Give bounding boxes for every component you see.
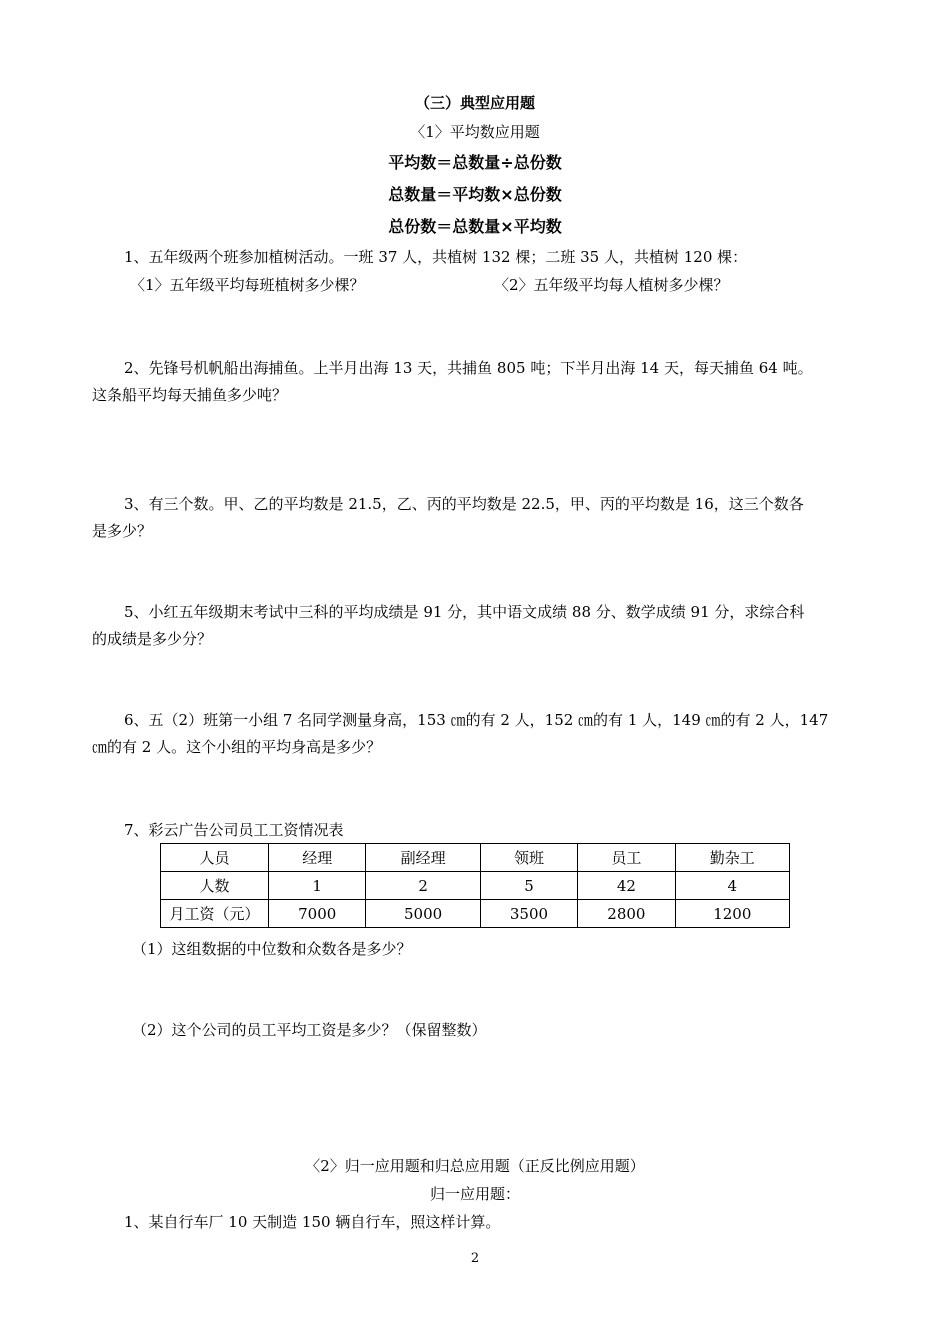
table-cell: 42 bbox=[578, 872, 675, 900]
q3-line1: 3、有三个数。甲、乙的平均数是 21.5，乙、丙的平均数是 22.5，甲、丙的平均数是 16，这三个数各 bbox=[124, 495, 804, 513]
table-cell: 1200 bbox=[675, 900, 789, 928]
table-cell: 人员 bbox=[161, 844, 269, 872]
q1-text: 1、五年级两个班参加植树活动。一班 37 人，共植树 132 棵；二班 35 人，共植树 120 棵： bbox=[124, 248, 748, 266]
table-cell: 人数 bbox=[161, 872, 269, 900]
q3-line2: 是多少？ bbox=[92, 522, 153, 540]
q2-line1: 2、先锋号机帆船出海捕鱼。上半月出海 13 天，共捕鱼 805 吨；下半月出海 14 天，每天捕鱼 64 吨。 bbox=[124, 359, 813, 377]
table-cell: 7000 bbox=[269, 900, 366, 928]
table-cell: 勤杂工 bbox=[675, 844, 789, 872]
q6-line2: ㎝的有 2 人。这个小组的平均身高是多少？ bbox=[92, 738, 382, 756]
table-cell: 领班 bbox=[480, 844, 577, 872]
q6-line1: 6、五（2）班第一小组 7 名同学测量身高，153 ㎝的有 2 人，152 ㎝的有 1 人，149 ㎝的有 2 人，147 bbox=[124, 711, 829, 729]
section-heading: （三）典型应用题 bbox=[414, 94, 535, 112]
section1-title: 〈1〉平均数应用题 bbox=[410, 123, 540, 141]
table-cell: 经理 bbox=[269, 844, 366, 872]
table-cell: 月工资（元） bbox=[161, 900, 269, 928]
q7-sub2: （2）这个公司的员工平均工资是多少？（保留整数） bbox=[132, 1021, 487, 1039]
q1-sub1: 〈1〉五年级平均每班植树多少棵？ bbox=[130, 276, 365, 294]
formula-2: 总数量＝平均数×总份数 bbox=[388, 185, 562, 204]
wage-table bbox=[160, 843, 790, 928]
table-cell: 5 bbox=[480, 872, 577, 900]
table-row bbox=[161, 872, 790, 900]
table-row bbox=[161, 900, 790, 928]
page-number: 2 bbox=[470, 1251, 480, 1266]
table-cell: 2800 bbox=[578, 900, 675, 928]
table-cell: 副经理 bbox=[366, 844, 480, 872]
q3 bbox=[92, 491, 862, 545]
table-cell: 4 bbox=[675, 872, 789, 900]
q2 bbox=[92, 355, 862, 409]
table-cell: 员工 bbox=[578, 844, 675, 872]
table-cell: 2 bbox=[366, 872, 480, 900]
q5-line2: 的成绩是多少分？ bbox=[92, 630, 213, 648]
q7-sub1: （1）这组数据的中位数和众数各是多少？ bbox=[132, 940, 412, 958]
q6 bbox=[92, 707, 862, 761]
section2-subtitle: 归一应用题： bbox=[429, 1185, 520, 1203]
q1-sub2: 〈2〉五年级平均每人植树多少棵？ bbox=[494, 276, 729, 294]
table-cell: 1 bbox=[269, 872, 366, 900]
q7-title: 7、彩云广告公司员工工资情况表 bbox=[124, 821, 344, 839]
q5 bbox=[92, 599, 862, 653]
section2-q1: 1、某自行车厂 10 天制造 150 辆自行车，照这样计算。 bbox=[124, 1213, 501, 1231]
table-row bbox=[161, 844, 790, 872]
table-cell: 5000 bbox=[366, 900, 480, 928]
formula-3: 总份数＝总数量×平均数 bbox=[388, 217, 562, 236]
formula-1: 平均数＝总数量÷总份数 bbox=[388, 153, 562, 172]
q2-line2: 这条船平均每天捕鱼多少吨？ bbox=[92, 386, 288, 404]
section2-title: 〈2〉归一应用题和归总应用题（正反比例应用题） bbox=[305, 1157, 645, 1175]
table-cell: 3500 bbox=[480, 900, 577, 928]
q5-line1: 5、小红五年级期末考试中三科的平均成绩是 91 分，其中语文成绩 88 分、数学成绩 91 分，求综合科 bbox=[124, 603, 805, 621]
